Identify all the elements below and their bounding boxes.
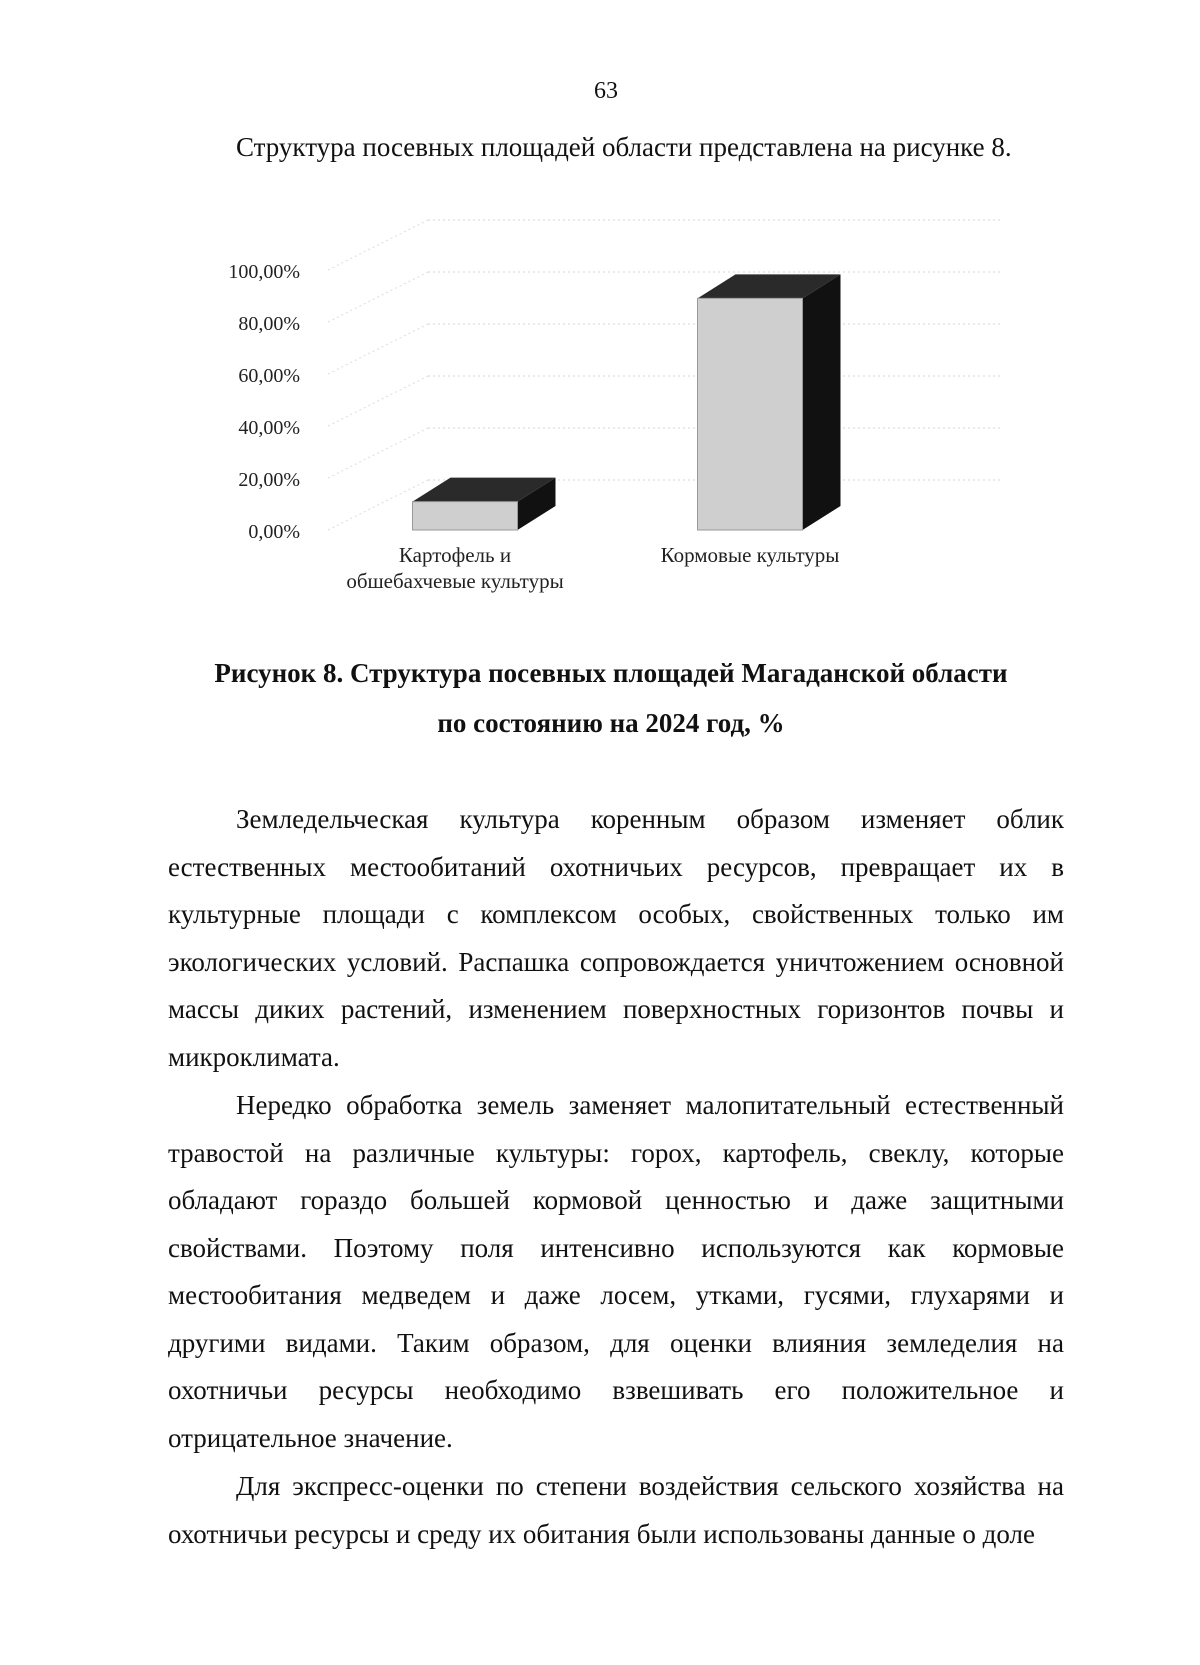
x-tick-label: Кормовые культуры: [660, 543, 840, 567]
gridline-depth: [328, 376, 428, 426]
intro-sentence: Структура посевных площадей области представлена на рисунке 8.: [236, 132, 1012, 162]
bar-side: [803, 274, 841, 530]
y-tick-label: 60,00%: [238, 365, 300, 387]
gridline-depth: [328, 428, 428, 478]
gridline-depth: [328, 324, 428, 374]
y-tick-label: 80,00%: [238, 313, 300, 335]
bar-chart: [200, 190, 1000, 630]
y-tick-label: 20,00%: [238, 469, 300, 491]
gridline-depth: [328, 220, 428, 270]
paragraph: Земледельческая культура коренным образом изменяет облик естественных местообитаний охотничьих ресурсов, превращает их в культурные площади с комплексом особых, свойственных только им экологических условий. Распашка сопровождается уничтожением основной массы диких растений, изменением поверхностных горизонтов почвы и микроклимата.: [168, 804, 1064, 1072]
body-text: [168, 796, 1064, 1559]
x-tick-label: обшебахчевые культуры: [346, 569, 564, 593]
paragraph: Нередко обработка земель заменяет малопитательный естественный травостой на различные культуры: горох, картофель, свеклу, которые обладают гораздо большей кормовой ценностью и даже защитными свойствами. Поэтому поля интенсивно используются как кормовые местообитания медведем и даже лосем, утками, гусями, глухарями и другими видами. Таким образом, для оценки влияния земледелия на охотничьи ресурсы необходимо взвешивать его положительное и отрицательное значение.: [168, 1090, 1064, 1453]
y-tick-label: 0,00%: [248, 521, 300, 543]
x-tick-label: Картофель и: [398, 543, 512, 567]
figure-caption: [160, 648, 1062, 748]
page-number: 63: [594, 78, 618, 104]
gridline-depth: [328, 272, 428, 322]
bar: [413, 502, 518, 530]
paragraph: Для экспресс-оценки по степени воздействия сельского хозяйства на охотничьи ресурсы и среду их обитания были использованы данные о доле: [168, 1471, 1064, 1549]
y-tick-label: 40,00%: [238, 417, 300, 439]
bar: [698, 298, 803, 530]
y-tick-label: 100,00%: [228, 261, 300, 283]
figure-caption-line-1: Рисунок 8. Структура посевных площадей Магаданской области: [214, 658, 1008, 688]
figure-caption-line-2: по состоянию на 2024 год, %: [437, 708, 785, 738]
